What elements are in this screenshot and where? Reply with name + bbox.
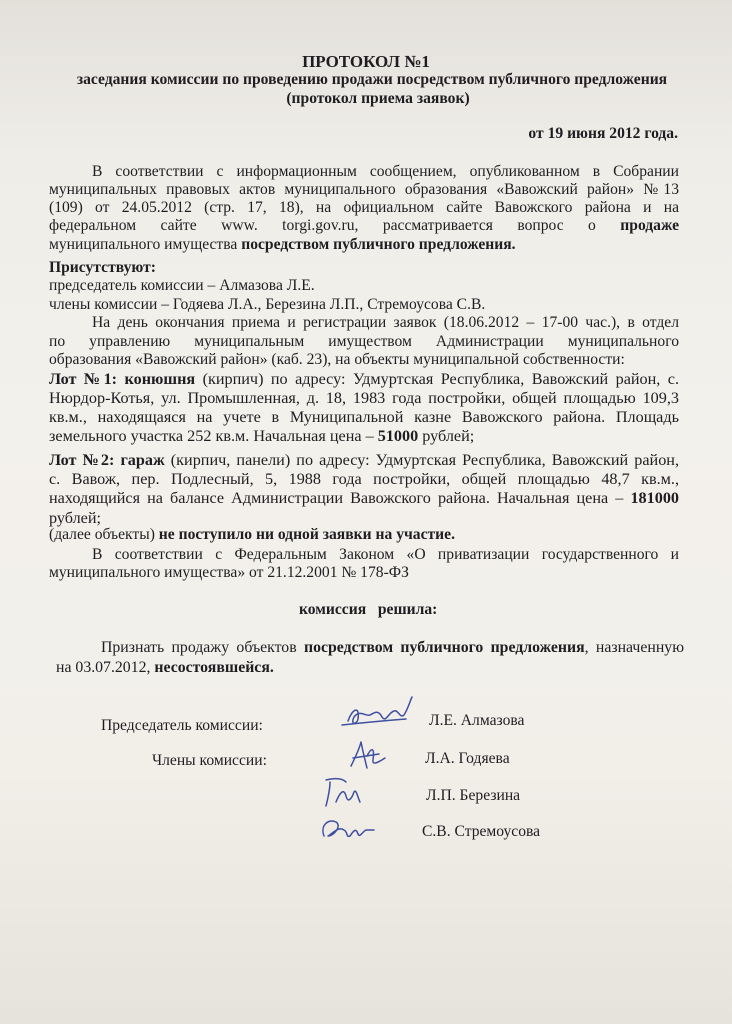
lot2-line3: находящийся на балансе Администрации Вавожского района. Начальная цена – 181000 — [49, 489, 679, 507]
lot2-line1: Лот №2: гараж (кирпич, панели) по адресу: Удмуртская Республика, Вавожский район, — [49, 451, 679, 469]
present-members: члены комиссии – Годяева Л.А., Березина Л.П., Стремоусова С.В. — [49, 296, 486, 313]
present-heading: Присутствуют: — [49, 259, 156, 276]
signature-berezina — [320, 776, 370, 812]
para1-line3: (109) от 24.05.2012 (стр. 17, 18), на официальном сайте Вавожского района и на — [49, 199, 679, 216]
doc-date: от 19 июня 2012 года. — [528, 125, 678, 142]
law-line2: муниципального имущества» от 21.12.2001 № 178-ФЗ — [49, 564, 409, 581]
members-label: Члены комиссии: — [152, 752, 267, 769]
signature-almazova — [340, 695, 420, 735]
law-line1: В соответствии с Федеральным Законом «О приватизации государственного и — [92, 546, 679, 563]
lot2-line4: рублей; — [49, 509, 102, 527]
doc-title: ПРОТОКОЛ №1 — [302, 52, 430, 71]
lot1-line4: земельного участка 252 кв.м. Начальная цена – 51000 рублей; — [49, 427, 475, 445]
para2-line1: На день окончания приема и регистрации заявок (18.06.2012 – 17-00 час.), в отдел — [92, 314, 679, 331]
signer-name-almazova: Л.Е. Алмазова — [429, 712, 525, 729]
lot1-line2: Нюрдор-Котья, ул. Промышленная, д. 18, 1983 года постройки, общей площадью 109,3 — [49, 389, 679, 407]
signature-godyaeva — [345, 736, 405, 776]
signature-stremousova — [318, 812, 378, 848]
decision-line1: Признать продажу объектов посредством публичного предложения, назначенную — [101, 639, 684, 656]
commission-decided: комиссия решила: — [299, 601, 438, 618]
para1-line2: муниципальных правовых актов муниципального образования «Вавожский район» №13 — [49, 181, 679, 198]
decision-line2: на 03.07.2012, несостоявшейся. — [56, 659, 274, 676]
present-chair: председатель комиссии – Алмазова Л.Е. — [49, 277, 315, 294]
para2-line3: образования «Вавожский район» (каб. 23), на объекты муниципальной собственности: — [49, 351, 625, 368]
para1-line5: муниципального имущества посредством публичного предложения. — [49, 236, 516, 253]
lot2-line2: с. Вавож, пер. Подлесный, 5, 1988 года постройки, общей площадью 48,7 кв.м., — [49, 470, 679, 488]
para1-line4: федеральном сайте www. torgi.gov.ru, рассматривается вопрос о продаже — [49, 217, 679, 234]
signer-name-berezina: Л.П. Березина — [426, 787, 521, 804]
chair-label: Председатель комиссии: — [101, 717, 263, 734]
result-line: (далее объекты) не поступило ни одной заявки на участие. — [49, 526, 455, 543]
doc-subtitle-2: (протокол приема заявок) — [286, 90, 470, 107]
signer-name-godyaeva: Л.А. Годяева — [425, 750, 510, 767]
para1-line1: В соответствии с информационным сообщением, опубликованном в Собрании — [92, 163, 679, 180]
lot1-line3: кв.м., находящаяся на учете в Муниципальной казне Вавожского района. Площадь — [49, 408, 679, 426]
signer-name-stremousova: С.В. Стремоусова — [422, 823, 541, 840]
doc-subtitle: заседания комиссии по проведению продажи посредством публичного предложения — [76, 71, 668, 88]
para2-line2: по управлению муниципальным имуществом Администрации муниципального — [49, 333, 679, 350]
lot1-line1: Лот №1: конюшня (кирпич) по адресу: Удмуртская Республика, Вавожский район, с. — [49, 370, 680, 388]
